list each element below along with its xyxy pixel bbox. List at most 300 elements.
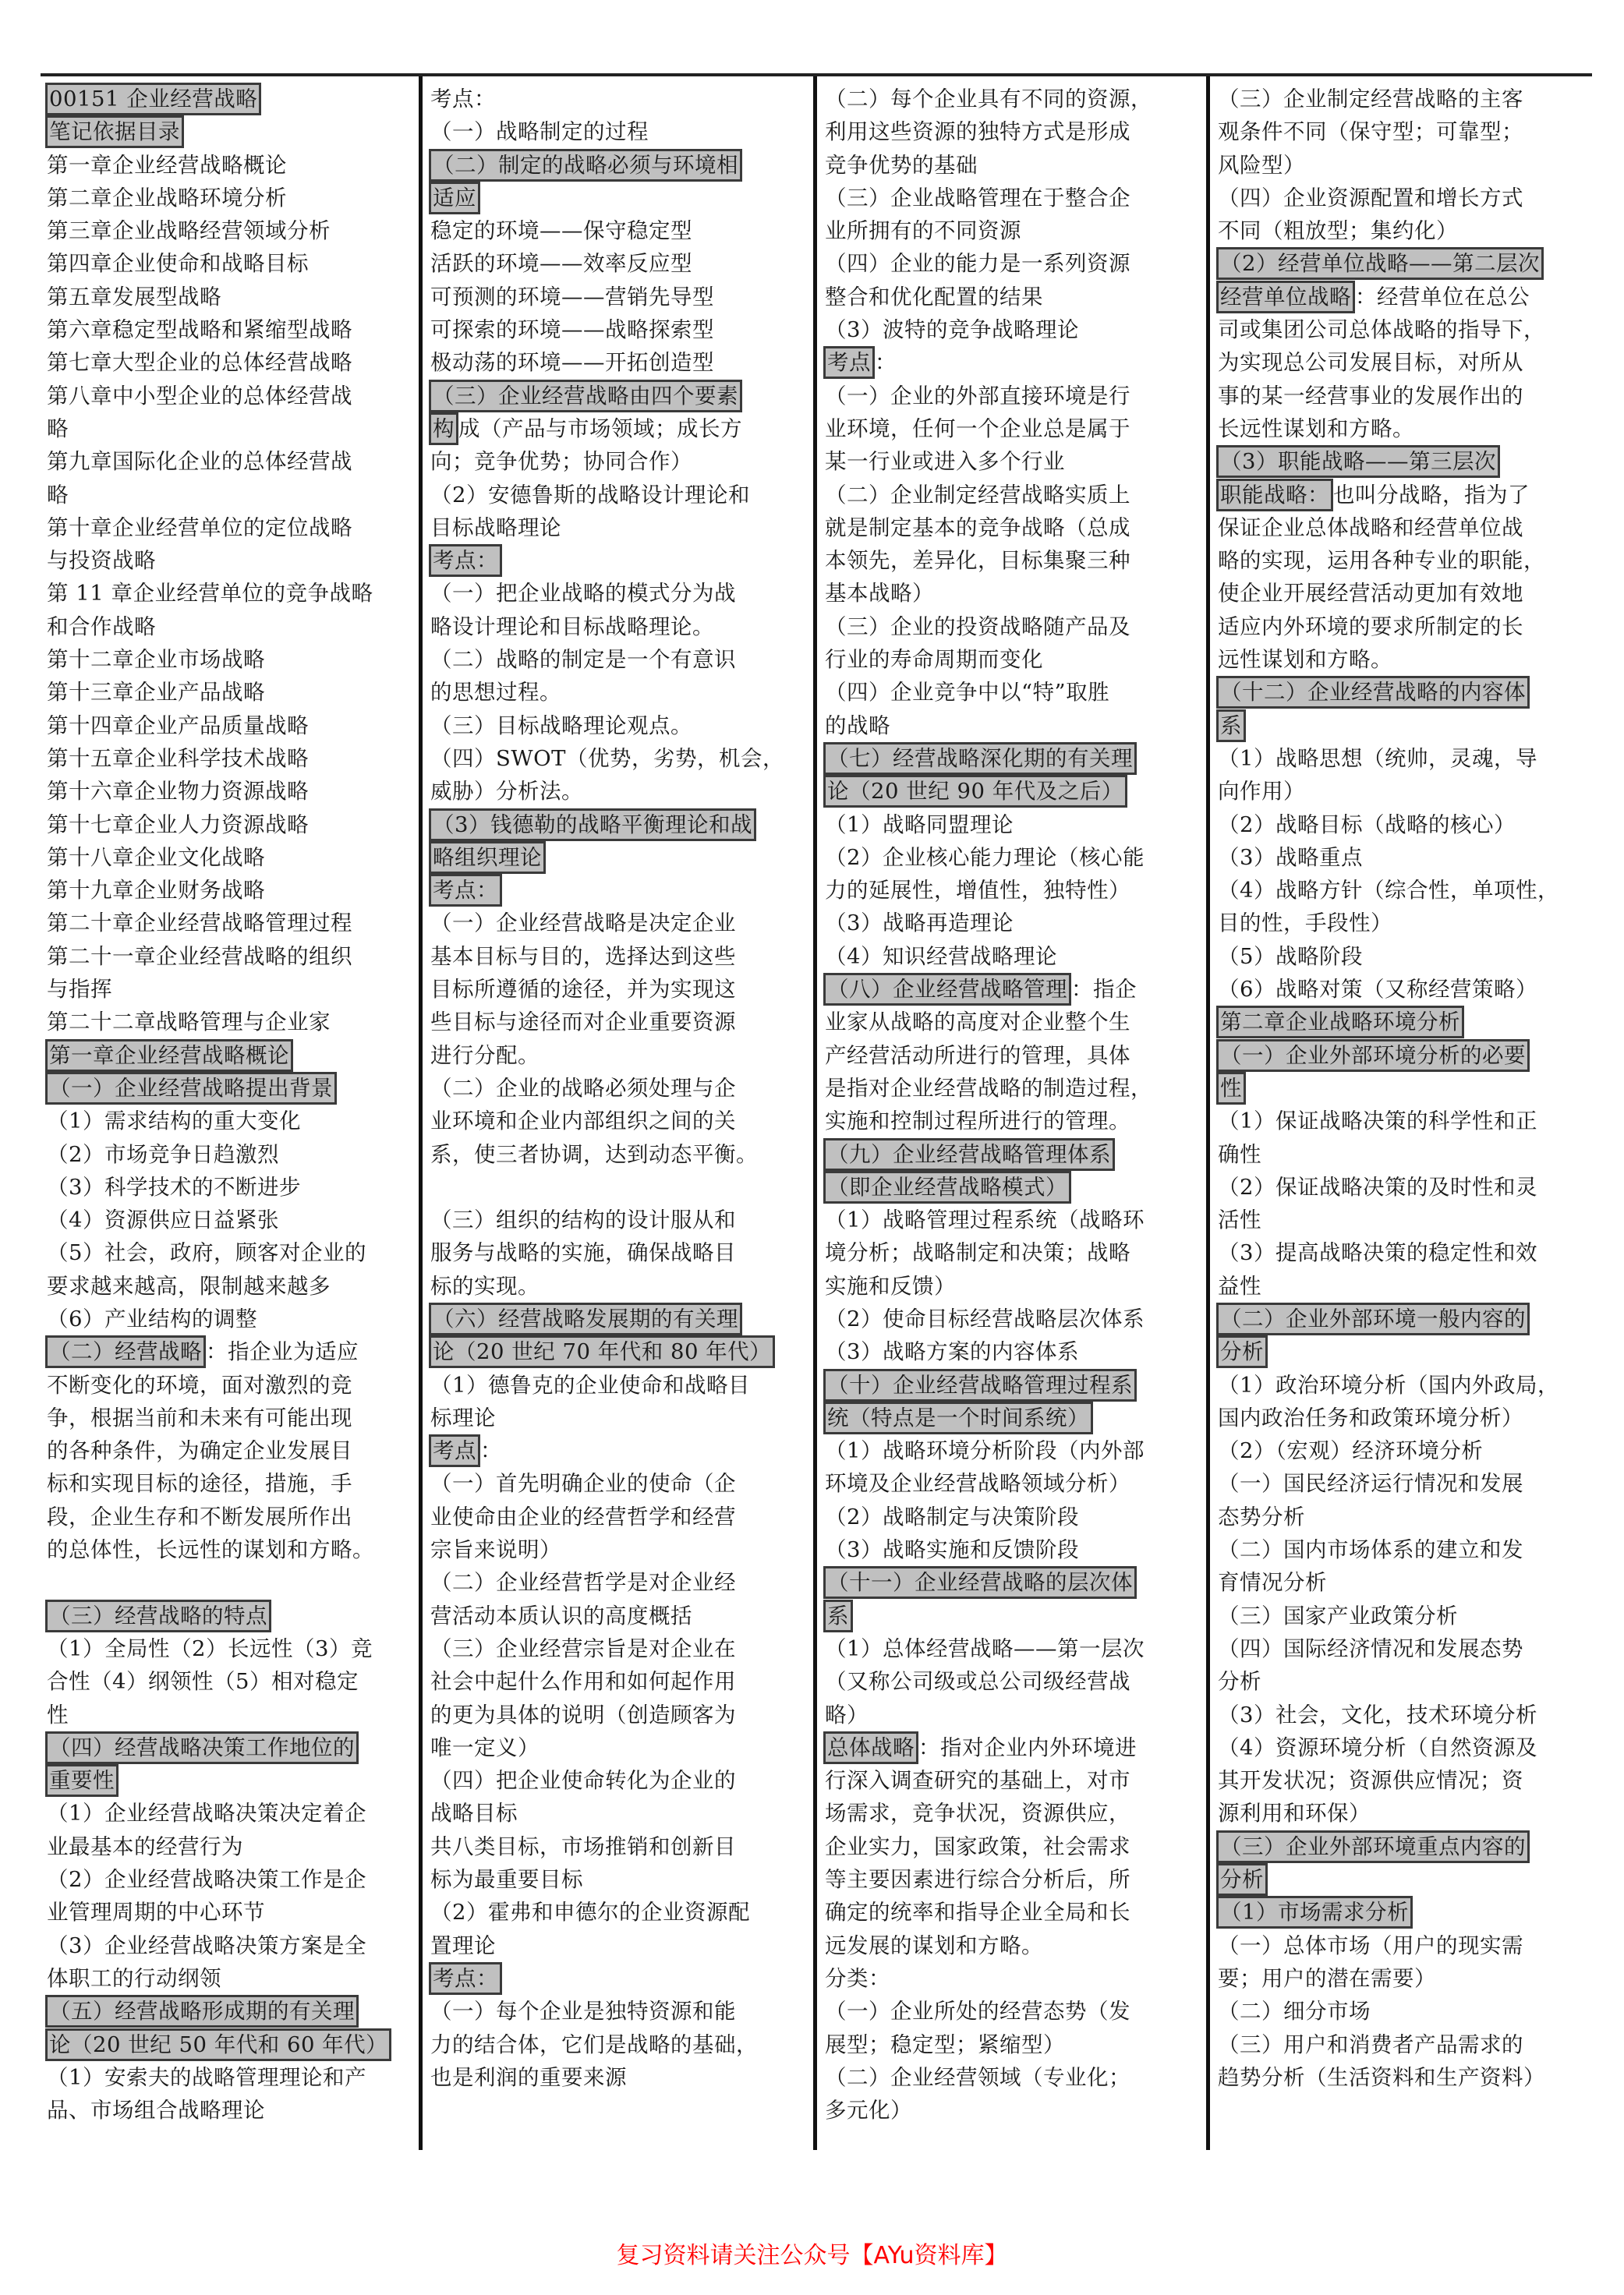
highlighted-heading: （五）经营战略形成期的有关理 bbox=[45, 1995, 359, 2028]
heading-line bbox=[47, 1335, 412, 1368]
text-line bbox=[47, 2061, 412, 2094]
line-text: 司或集团公司总体战略的指导下， bbox=[1218, 317, 1545, 343]
heading-line bbox=[47, 1072, 412, 1105]
text-line bbox=[430, 1797, 807, 1830]
line-text: 适应内外环境的要求所制定的长 bbox=[1218, 614, 1523, 639]
text-line bbox=[1218, 380, 1586, 412]
line-text: 稳定的环境——保守稳定型 bbox=[430, 218, 692, 244]
text-line bbox=[1218, 1995, 1586, 2028]
text-line bbox=[825, 115, 1200, 148]
line-text: （2）企业经营战略决策工作是企 bbox=[47, 1867, 366, 1893]
line-text: （2）战略目标（战略的核心） bbox=[1218, 812, 1516, 837]
line-text: （3）战略重点 bbox=[1218, 844, 1363, 870]
line-text: 第十三章企业产品战略 bbox=[47, 680, 265, 705]
line-text: 就是制定基本的竞争战略（总成 bbox=[825, 515, 1130, 540]
text-line bbox=[430, 1665, 807, 1698]
text-line bbox=[825, 83, 1200, 115]
highlighted-heading: 论（20 世纪 70 年代和 80 年代） bbox=[429, 1335, 775, 1368]
text-line bbox=[825, 1105, 1200, 1137]
text-line bbox=[1218, 1369, 1586, 1402]
highlighted-heading: （九）企业经营战略管理体系 bbox=[823, 1138, 1115, 1171]
text-line bbox=[1218, 511, 1586, 544]
line-text: （6）产业结构的调整 bbox=[47, 1306, 257, 1331]
text-line bbox=[1218, 907, 1586, 939]
line-text: 的总体性，长远性的谋划和方略。 bbox=[47, 1537, 374, 1563]
line-text: 成（产品与市场领域；成长方 bbox=[458, 416, 742, 441]
highlighted-heading: 经营单位战略 bbox=[1216, 281, 1355, 313]
text-line bbox=[825, 2028, 1200, 2061]
text-line bbox=[47, 1797, 412, 1830]
text-line bbox=[1218, 1270, 1586, 1303]
line-text: 些目标与途径而对企业重要资源 bbox=[430, 1010, 736, 1035]
line-text: 第三章企业战略经营领域分析 bbox=[47, 218, 331, 244]
text-line bbox=[430, 2061, 807, 2094]
line-text: 威胁）分析法。 bbox=[430, 779, 583, 804]
line-text: ：指企业为适应 bbox=[206, 1339, 359, 1365]
line-text: （一）企业经营战略是决定企业 bbox=[430, 911, 736, 936]
text-line bbox=[47, 874, 412, 907]
line-text: 略 bbox=[47, 482, 69, 507]
text-line bbox=[47, 1138, 412, 1171]
line-text: （二）企业的战略必须处理与企 bbox=[430, 1075, 736, 1101]
line-text: 第二章企业战略环境分析 bbox=[47, 185, 287, 210]
text-line bbox=[47, 281, 412, 313]
line-text: （3）社会，文化，技术环境分析 bbox=[1218, 1702, 1537, 1727]
highlighted-heading: （六）经营战略发展期的有关理 bbox=[429, 1303, 742, 1335]
text-line bbox=[47, 149, 412, 182]
highlighted-heading: （四）经营战略决策工作地位的 bbox=[45, 1731, 359, 1764]
line-text: （1）保证战略决策的科学性和正 bbox=[1218, 1109, 1537, 1134]
text-line bbox=[1218, 412, 1586, 445]
heading-line bbox=[825, 1171, 1200, 1204]
line-text: 宗旨来说明） bbox=[430, 1537, 561, 1563]
line-text: 第六章稳定型战略和紧缩型战略 bbox=[47, 317, 352, 343]
line-text: 性 bbox=[47, 1702, 69, 1727]
text-line bbox=[825, 1270, 1200, 1303]
text-line bbox=[1218, 1533, 1586, 1566]
text-line bbox=[825, 1467, 1200, 1500]
highlighted-heading: （十二）企业经营战略的内容体 bbox=[1216, 676, 1530, 709]
line-text: 业环境和企业内部组织之间的关 bbox=[430, 1109, 736, 1134]
text-line bbox=[1218, 1665, 1586, 1698]
text-line bbox=[1218, 313, 1586, 346]
line-text: （四）企业的能力是一系列资源 bbox=[825, 251, 1130, 277]
line-text: 第十章企业经营单位的定位战略 bbox=[47, 515, 352, 540]
heading-line bbox=[825, 1731, 1200, 1764]
text-line bbox=[430, 907, 807, 939]
line-text: 确定的统率和指导企业全局和长 bbox=[825, 1900, 1130, 1925]
line-text: 业家从战略的高度对企业整个生 bbox=[825, 1010, 1130, 1035]
heading-line bbox=[1218, 247, 1586, 280]
heading-line bbox=[1218, 445, 1586, 478]
text-line bbox=[47, 1467, 412, 1500]
heading-line bbox=[430, 874, 807, 907]
line-text: 分类： bbox=[825, 1965, 890, 1991]
heading-line bbox=[1218, 1335, 1586, 1368]
line-text: （二）企业经营哲学是对企业经 bbox=[430, 1570, 736, 1596]
line-text: 服务与战略的实施，确保战略目 bbox=[430, 1240, 736, 1266]
line-text: （3）企业经营战略决策方案是全 bbox=[47, 1933, 366, 1958]
line-text: 的更为具体的说明（创造顾客为 bbox=[430, 1702, 736, 1727]
text-line bbox=[47, 1699, 412, 1731]
line-text: 益性 bbox=[1218, 1273, 1261, 1299]
text-line bbox=[47, 479, 412, 511]
line-text: 行业的寿命周期而变化 bbox=[825, 647, 1043, 673]
text-line bbox=[430, 115, 807, 148]
text-line bbox=[825, 2061, 1200, 2094]
notes-page bbox=[41, 73, 1592, 2150]
text-line bbox=[47, 1434, 412, 1467]
text-line bbox=[430, 1369, 807, 1402]
text-line bbox=[430, 643, 807, 676]
line-text: 标和实现目标的途径，措施，手 bbox=[47, 1471, 352, 1497]
heading-line bbox=[47, 83, 412, 115]
text-line bbox=[430, 1402, 807, 1434]
highlighted-heading: （1）市场需求分析 bbox=[1216, 1896, 1413, 1929]
line-text: 长远性谋划和方略。 bbox=[1218, 416, 1414, 441]
line-text: （二）战略的制定是一个有意识 bbox=[430, 647, 736, 673]
line-text: 共八类目标，市场推销和创新目 bbox=[430, 1834, 736, 1859]
line-text: 国内政治任务和政策环境分析） bbox=[1218, 1405, 1523, 1430]
line-text: 考点： bbox=[430, 87, 496, 111]
line-text: 不同（粗放型；集约化） bbox=[1218, 218, 1458, 244]
text-line bbox=[47, 940, 412, 973]
highlighted-heading: 略组织理论 bbox=[429, 841, 546, 874]
text-line bbox=[1218, 83, 1586, 115]
text-line bbox=[430, 1929, 807, 1962]
heading-line bbox=[430, 841, 807, 874]
heading-line bbox=[47, 1039, 412, 1072]
line-text: （三）组织的结构的设计服从和 bbox=[430, 1208, 736, 1233]
line-text: 育情况分析 bbox=[1218, 1570, 1327, 1596]
text-line bbox=[1218, 1600, 1586, 1632]
text-line bbox=[430, 742, 807, 775]
line-text: 整合和优化配置的结果 bbox=[825, 284, 1043, 309]
text-line bbox=[47, 544, 412, 577]
text-line bbox=[1218, 973, 1586, 1006]
line-text: 向；竞争优势；协同合作） bbox=[430, 449, 692, 475]
line-text: 使企业开展经营活动更加有效地 bbox=[1218, 581, 1523, 606]
text-line bbox=[430, 1138, 807, 1171]
heading-line bbox=[430, 412, 807, 445]
text-line bbox=[1218, 1797, 1586, 1830]
highlighted-heading: 构 bbox=[429, 412, 458, 445]
highlighted-heading: 统（特点是一个时间系统） bbox=[823, 1402, 1093, 1434]
heading-line bbox=[430, 1434, 807, 1467]
line-text: （2）企业核心能力理论（核心能 bbox=[825, 844, 1145, 870]
highlighted-heading: 分析 bbox=[1216, 1863, 1268, 1896]
highlighted-heading: 重要性 bbox=[45, 1764, 119, 1797]
line-text: 第十二章企业市场战略 bbox=[47, 647, 265, 673]
heading-line bbox=[1218, 676, 1586, 709]
text-line bbox=[430, 940, 807, 973]
line-text: 观条件不同（保守型；可靠型； bbox=[1218, 119, 1523, 145]
line-text: 战略目标 bbox=[430, 1801, 518, 1826]
line-text: 第十五章企业科学技术战略 bbox=[47, 745, 309, 771]
text-line bbox=[430, 214, 807, 247]
text-line bbox=[430, 479, 807, 511]
line-text: 目的性，手段性） bbox=[1218, 911, 1392, 936]
text-line bbox=[430, 1533, 807, 1566]
text-line bbox=[47, 1402, 412, 1434]
line-text: 第 11 章企业经营单位的竞争战略 bbox=[47, 581, 373, 606]
heading-line bbox=[1218, 479, 1586, 511]
line-text: （3）战略再造理论 bbox=[825, 911, 1014, 936]
text-line bbox=[430, 313, 807, 346]
line-text: 第五章发展型战略 bbox=[47, 284, 221, 309]
text-line bbox=[825, 1962, 1200, 1995]
column-3 bbox=[813, 76, 1206, 2150]
text-line bbox=[1218, 149, 1586, 182]
text-line bbox=[1218, 1501, 1586, 1533]
text-line bbox=[47, 1566, 412, 1599]
line-text: （3）科学技术的不断进步 bbox=[47, 1174, 301, 1200]
text-line bbox=[825, 1797, 1200, 1830]
line-text: （三）企业战略管理在于整合企 bbox=[825, 185, 1130, 210]
line-text: （5）社会，政府，顾客对企业的 bbox=[47, 1240, 366, 1266]
text-line bbox=[1218, 808, 1586, 841]
highlighted-heading: 第一章企业经营战略概论 bbox=[45, 1039, 293, 1072]
text-line bbox=[825, 2094, 1200, 2127]
line-text: （2）安德鲁斯的战略设计理论和 bbox=[430, 482, 750, 507]
line-text: 标理论 bbox=[430, 1405, 496, 1430]
text-line bbox=[47, 1270, 412, 1303]
heading-line bbox=[1218, 1303, 1586, 1335]
heading-line bbox=[47, 1731, 412, 1764]
highlighted-heading: 考点 bbox=[823, 346, 875, 379]
heading-line bbox=[47, 2028, 412, 2061]
line-text: （一）把企业战略的模式分为战 bbox=[430, 581, 736, 606]
heading-line bbox=[430, 1962, 807, 1995]
highlighted-heading: （三）企业外部环境重点内容的 bbox=[1216, 1830, 1530, 1863]
line-text: （6）战略对策（又称经营策略） bbox=[1218, 977, 1537, 1003]
text-line bbox=[47, 2094, 412, 2127]
highlighted-heading: 分析 bbox=[1216, 1335, 1268, 1368]
line-text: （三）企业制定经营战略的主客 bbox=[1218, 87, 1523, 111]
line-text: （4）知识经营战略理论 bbox=[825, 943, 1057, 969]
line-text: 第十九章企业财务战略 bbox=[47, 878, 265, 904]
heading-line bbox=[430, 1335, 807, 1368]
line-text: （2）市场竞争日趋激烈 bbox=[47, 1141, 279, 1167]
line-text: 第九章国际化企业的总体经营战 bbox=[47, 449, 352, 475]
line-text: （1）战略环境分析阶段（内外部 bbox=[825, 1438, 1145, 1464]
heading-line bbox=[430, 1303, 807, 1335]
line-text: 也是利润的重要来源 bbox=[430, 2064, 627, 2090]
highlighted-heading: 00151 企业经营战略 bbox=[45, 83, 261, 115]
heading-line bbox=[825, 1138, 1200, 1171]
text-line bbox=[1218, 1566, 1586, 1599]
text-line bbox=[430, 1699, 807, 1731]
text-line bbox=[430, 1600, 807, 1632]
highlighted-heading: 职能战略： bbox=[1216, 479, 1333, 511]
highlighted-heading: （三）企业经营战略由四个要素 bbox=[429, 380, 742, 412]
line-text: 也叫分战略，指为了 bbox=[1333, 482, 1530, 507]
heading-line bbox=[825, 1566, 1200, 1599]
line-text: 向作用） bbox=[1218, 779, 1305, 804]
line-text: （三）企业经营宗旨是对企业在 bbox=[430, 1635, 736, 1661]
text-line bbox=[430, 247, 807, 280]
highlighted-heading: （一）企业外部环境分析的必要 bbox=[1216, 1039, 1530, 1072]
line-text: 活跃的环境——效率反应型 bbox=[430, 251, 692, 277]
line-text: 的各种条件，为确定企业发展目 bbox=[47, 1438, 352, 1464]
line-text: （二）国内市场体系的建立和发 bbox=[1218, 1537, 1523, 1563]
line-text: ：指对企业内外环境进 bbox=[918, 1735, 1137, 1760]
text-line bbox=[430, 1105, 807, 1137]
line-text: 场需求，竞争状况，资源供应， bbox=[825, 1801, 1130, 1826]
line-text: 竞争优势的基础 bbox=[825, 152, 978, 178]
text-line bbox=[430, 1006, 807, 1038]
line-text: （一）企业的外部直接环境是行 bbox=[825, 383, 1130, 408]
line-text: 行深入调查研究的基础上，对市 bbox=[825, 1768, 1130, 1794]
line-text: 确性 bbox=[1218, 1141, 1261, 1167]
line-text: （三）国家产业政策分析 bbox=[1218, 1603, 1458, 1628]
line-text: （1）安索夫的战略管理理论和产 bbox=[47, 2064, 366, 2090]
text-line bbox=[1218, 874, 1586, 907]
text-line bbox=[47, 1105, 412, 1137]
text-line bbox=[1218, 775, 1586, 808]
highlighted-heading: （七）经营战略深化期的有关理 bbox=[823, 742, 1137, 775]
highlighted-heading: （3）钱德勒的战略平衡理论和战 bbox=[429, 808, 756, 841]
line-text: 第八章中小型企业的总体经营战 bbox=[47, 383, 352, 408]
text-line bbox=[430, 1204, 807, 1236]
line-text: （2）保证战略决策的及时性和灵 bbox=[1218, 1174, 1537, 1200]
line-text: 系，使三者协调，达到动态平衡。 bbox=[430, 1141, 758, 1167]
heading-line bbox=[47, 1600, 412, 1632]
line-text: 略的实现，运用各种专业的职能， bbox=[1218, 548, 1545, 574]
text-line bbox=[430, 1863, 807, 1896]
text-line bbox=[430, 445, 807, 478]
line-text: （2）霍弗和申德尔的企业资源配 bbox=[430, 1900, 750, 1925]
line-text: （2）战略制定与决策阶段 bbox=[825, 1504, 1079, 1529]
highlighted-heading: 考点： bbox=[429, 1962, 502, 1995]
text-line bbox=[430, 775, 807, 808]
text-line bbox=[430, 2028, 807, 2061]
line-text: 风险型） bbox=[1218, 152, 1305, 178]
highlighted-heading: （三）经营战略的特点 bbox=[45, 1600, 271, 1632]
heading-line bbox=[430, 808, 807, 841]
text-line bbox=[47, 742, 412, 775]
line-text: 业最基本的经营行为 bbox=[47, 1834, 243, 1859]
text-line bbox=[825, 1764, 1200, 1797]
line-text: 实施和控制过程所进行的管理。 bbox=[825, 1109, 1130, 1134]
text-line bbox=[825, 214, 1200, 247]
text-line bbox=[47, 1665, 412, 1698]
line-text: （二）企业经营领域（专业化； bbox=[825, 2064, 1130, 2090]
line-text: （1）战略同盟理论 bbox=[825, 812, 1014, 837]
text-line bbox=[47, 445, 412, 478]
line-text: （4）战略方针（综合性，单项性， bbox=[1218, 878, 1559, 904]
text-line bbox=[1218, 577, 1586, 610]
highlighted-heading: （八）企业经营战略管理 bbox=[823, 973, 1071, 1006]
text-line bbox=[825, 247, 1200, 280]
heading-line bbox=[430, 182, 807, 214]
text-line bbox=[47, 346, 412, 379]
line-text: （3）战略实施和反馈阶段 bbox=[825, 1537, 1079, 1563]
line-text: （1）战略思想（统帅，灵魂，导 bbox=[1218, 745, 1537, 771]
text-line bbox=[825, 841, 1200, 874]
line-text: 业所拥有的不同资源 bbox=[825, 218, 1021, 244]
column-1 bbox=[41, 76, 419, 2150]
text-line bbox=[47, 775, 412, 808]
heading-line bbox=[47, 1995, 412, 2028]
line-text: （二）每个企业具有不同的资源， bbox=[825, 87, 1152, 111]
highlighted-heading: 论（20 世纪 50 年代和 60 年代） bbox=[45, 2028, 391, 2061]
text-line bbox=[825, 511, 1200, 544]
text-line bbox=[1218, 182, 1586, 214]
line-text: （2）使命目标经营战略层次体系 bbox=[825, 1306, 1145, 1331]
line-text: ： bbox=[480, 1438, 502, 1464]
text-line bbox=[825, 182, 1200, 214]
heading-line bbox=[1218, 709, 1586, 742]
line-text: （3）波特的竞争战略理论 bbox=[825, 317, 1079, 343]
line-text: （一）国民经济运行情况和发展 bbox=[1218, 1471, 1523, 1497]
line-text: 其开发状况；资源供应情况；资 bbox=[1218, 1768, 1523, 1794]
line-text: 产经营活动所进行的管理，具体 bbox=[825, 1042, 1130, 1068]
line-text: ： bbox=[875, 350, 897, 376]
text-line bbox=[825, 1434, 1200, 1467]
line-text: 活性 bbox=[1218, 1208, 1261, 1233]
line-text: 段，企业生存和不断发展所作出 bbox=[47, 1504, 352, 1529]
text-line bbox=[825, 874, 1200, 907]
line-text: 利用这些资源的独特方式是形成 bbox=[825, 119, 1130, 145]
line-text: 品、市场组合战略理论 bbox=[47, 2098, 265, 2123]
text-line bbox=[825, 610, 1200, 643]
line-text: 业管理周期的中心环节 bbox=[47, 1900, 265, 1925]
line-text: 保证企业总体战略和经营单位战 bbox=[1218, 515, 1523, 540]
text-line bbox=[430, 973, 807, 1006]
heading-line bbox=[825, 742, 1200, 775]
line-text: 置理论 bbox=[430, 1933, 496, 1958]
line-text: 目标战略理论 bbox=[430, 515, 561, 540]
text-line bbox=[430, 709, 807, 742]
text-line bbox=[430, 1995, 807, 2028]
text-line bbox=[47, 1632, 412, 1665]
heading-line bbox=[1218, 1896, 1586, 1929]
heading-line bbox=[1218, 1830, 1586, 1863]
line-text: 要；用户的潜在需要） bbox=[1218, 1965, 1436, 1991]
text-line bbox=[47, 247, 412, 280]
highlighted-heading: （3）职能战略——第三层次 bbox=[1216, 445, 1500, 478]
line-text: 等主要因素进行综合分析后，所 bbox=[825, 1867, 1130, 1893]
text-line bbox=[47, 1501, 412, 1533]
line-text: （2）（宏观）经济环境分析 bbox=[1218, 1438, 1484, 1464]
line-text: 第二十章企业经营战略管理过程 bbox=[47, 911, 352, 936]
line-text: 是指对企业经营战略的制造过程， bbox=[825, 1075, 1152, 1101]
line-text: （1）需求结构的重大变化 bbox=[47, 1109, 301, 1134]
line-text: 社会中起什么作用和如何起作用 bbox=[430, 1669, 736, 1695]
line-text: 第十八章企业文化战略 bbox=[47, 844, 265, 870]
heading-line bbox=[430, 149, 807, 182]
line-text: （3）战略方案的内容体系 bbox=[825, 1339, 1079, 1365]
text-line bbox=[430, 1467, 807, 1500]
line-text: 第七章大型企业的总体经营战略 bbox=[47, 350, 352, 376]
text-line bbox=[430, 1501, 807, 1533]
text-line bbox=[47, 313, 412, 346]
text-line bbox=[1218, 1632, 1586, 1665]
heading-line bbox=[430, 380, 807, 412]
highlighted-heading: （二）企业外部环境一般内容的 bbox=[1216, 1303, 1530, 1335]
text-line bbox=[825, 1236, 1200, 1269]
text-line bbox=[1218, 1204, 1586, 1236]
line-text: 业使命由企业的经营哲学和经营 bbox=[430, 1504, 736, 1529]
text-line bbox=[47, 1830, 412, 1863]
line-text: （1）全局性（2）长远性（3）竞 bbox=[47, 1635, 373, 1661]
highlighted-heading: 第二章企业战略环境分析 bbox=[1216, 1006, 1464, 1038]
text-line bbox=[825, 1006, 1200, 1038]
line-text: （三）目标战略理论观点。 bbox=[430, 713, 692, 738]
line-text: （1）企业经营战略决策决定着企 bbox=[47, 1801, 366, 1826]
text-line bbox=[825, 1699, 1200, 1731]
